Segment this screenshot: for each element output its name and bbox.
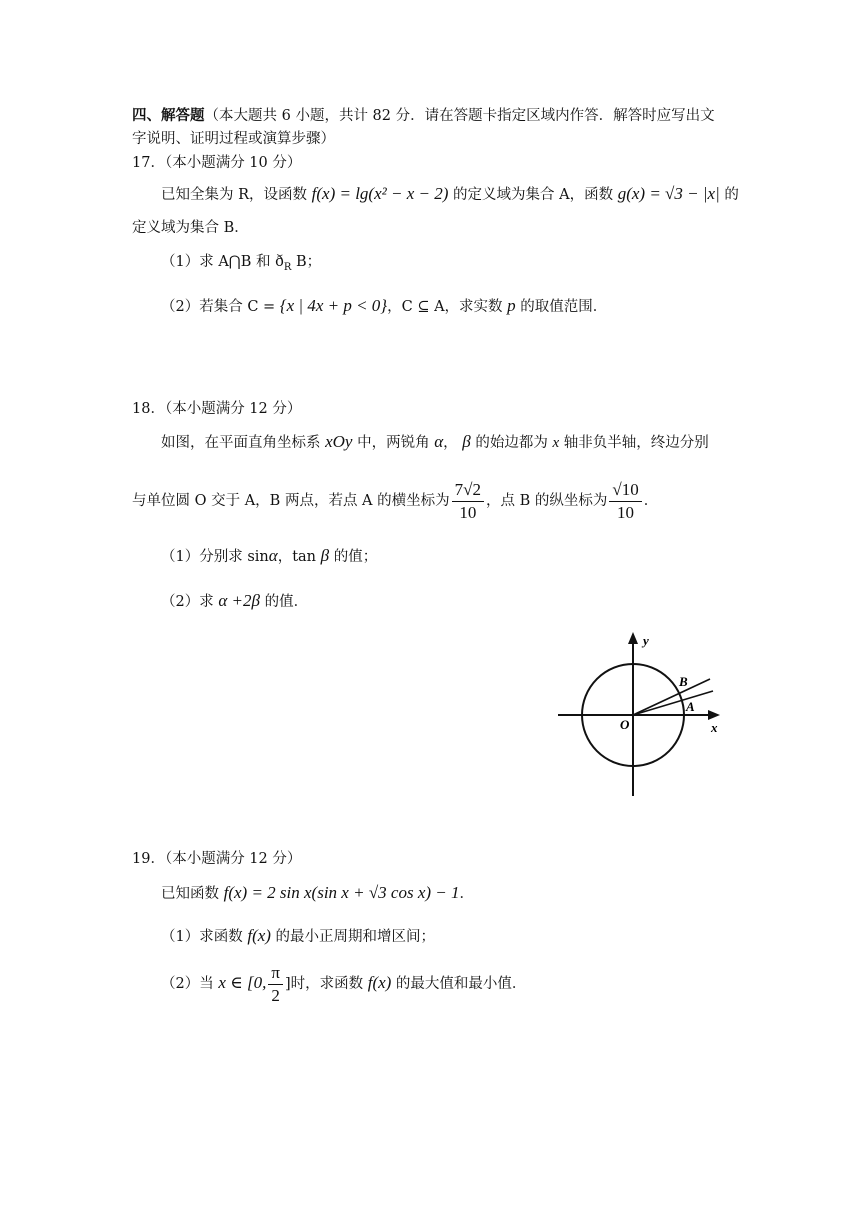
q18-frac-a-num: 7√2: [452, 479, 484, 502]
q17-stem-a: 已知全集为 R，设函数: [161, 187, 308, 203]
q19-stem: [161, 883, 474, 904]
q19-part2-b: ]时，求函数: [284, 976, 364, 992]
label-a: A: [686, 699, 695, 714]
q17-part1: [161, 252, 321, 278]
q19-part2-a: （2）当: [161, 976, 214, 992]
q18-part2-a: （2）求: [161, 594, 214, 610]
q19-part2-x: x ∈ [0,: [218, 973, 267, 992]
q19-fx: f(x) = 2 sin x(sin x + √3 cos x) − 1: [223, 883, 460, 902]
ray-oa: [633, 691, 713, 715]
q18-stem-a: 如图，在平面直角坐标系: [161, 435, 321, 451]
q18-stem-c: 的始边都为: [475, 435, 548, 451]
q18-stem-b: 中，两锐角: [357, 435, 430, 451]
unit-circle-figure: [550, 628, 730, 800]
q19-part2-c: 的最大值和最小值．: [395, 976, 527, 992]
q18-line2-b: ，点 B 的纵坐标为: [485, 493, 608, 509]
y-axis-arrow-icon: [628, 632, 638, 644]
label-o: O: [620, 717, 630, 732]
q18-frac-b-num: √10: [609, 479, 641, 502]
q18-line2-c: ．: [643, 493, 659, 509]
q17-header: 17．（本小题满分 10 分）: [132, 155, 302, 171]
q19-part2: [161, 960, 526, 1007]
q19-part1: [161, 926, 435, 947]
q19-frac: [268, 962, 283, 1007]
ray-ob: [633, 679, 710, 715]
q17-part2: [161, 296, 607, 317]
q17-stem-c: 的: [724, 187, 739, 203]
q18-part1-mid: ，tan: [277, 549, 317, 565]
q18-x: x: [552, 435, 560, 451]
section-note-line2: 字说明、证明过程或演算步骤）: [132, 131, 335, 147]
label-x: x: [711, 720, 718, 735]
q19-header: 19．（本小题满分 12 分）: [132, 851, 302, 867]
q17-part1-end: B；: [291, 254, 322, 270]
q19-part1-a: （1）求函数: [161, 929, 243, 945]
q17-part2-p: p: [507, 296, 516, 315]
q17-part1-text: （1）求 A⋂B 和 ð: [161, 254, 284, 270]
label-b: B: [679, 674, 688, 689]
q17-stem-b: 的定义域为集合 A，函数: [453, 187, 614, 203]
q18-stem: [161, 432, 709, 453]
q18-comma: ，: [443, 435, 458, 451]
q18-frac-a-den: 10: [459, 502, 477, 522]
q18-frac-b: [609, 479, 641, 524]
q18-part1-text: （1）分别求 sin: [161, 549, 269, 565]
q18-part2-expr: α +2β: [218, 591, 260, 610]
q18-frac-b-den: 10: [617, 502, 635, 522]
q18-part1-end: 的值；: [333, 549, 378, 565]
q18-frac-a: [452, 479, 484, 524]
q18-line2: [132, 478, 658, 524]
q17-part2-b: ，C ⊆ A，求实数: [387, 299, 503, 315]
q18-stem-d: 轴非负半轴，终边分别: [563, 435, 709, 451]
q18-part2-end: 的值．: [264, 594, 309, 610]
q18-line2-a: 与单位圆 O 交于 A，B 两点，若点 A 的横坐标为: [132, 493, 450, 509]
q17-stem-line2: 定义域为集合 B．: [132, 220, 249, 236]
q19-stem-end: ．: [459, 886, 474, 902]
q18-beta: β: [462, 432, 471, 451]
x-axis-arrow-icon: [708, 710, 720, 720]
q18-xoy: xOy: [325, 432, 353, 451]
q18-part1: [161, 546, 377, 567]
q19-part1-b: 的最小正周期和增区间；: [275, 929, 436, 945]
section-note-line1: （本大题共 6 小题，共计 82 分．请在答题卡指定区域内作答．解答时应写出文: [204, 108, 715, 124]
q18-part1-alpha: α: [268, 546, 278, 565]
q19-frac-den: 2: [271, 985, 280, 1005]
q18-alpha: α: [434, 432, 444, 451]
q19-stem-a: 已知函数: [161, 886, 219, 902]
q17-part2-c: 的取值范围．: [520, 299, 608, 315]
section-heading: [132, 106, 715, 126]
label-y: y: [643, 633, 649, 648]
q17-gx: g(x) = √3 − |x|: [617, 184, 720, 203]
section-title: 四、解答题: [132, 107, 205, 124]
q17-part2-a: （2）若集合 C =: [161, 299, 276, 315]
q17-fx: f(x) = lg(x² − x − 2): [311, 184, 449, 203]
q19-part2-f: f(x): [367, 973, 392, 992]
q17-part2-set: {x | 4x + p < 0}: [279, 296, 388, 315]
q19-frac-num: π: [268, 962, 283, 985]
q18-header: 18．（本小题满分 12 分）: [132, 401, 302, 417]
q18-part1-beta: β: [320, 546, 330, 565]
q18-part2: [161, 591, 308, 612]
q17-stem: [161, 184, 739, 205]
q17-part1-sub: R: [283, 261, 292, 273]
q19-part1-f: f(x): [247, 926, 271, 945]
